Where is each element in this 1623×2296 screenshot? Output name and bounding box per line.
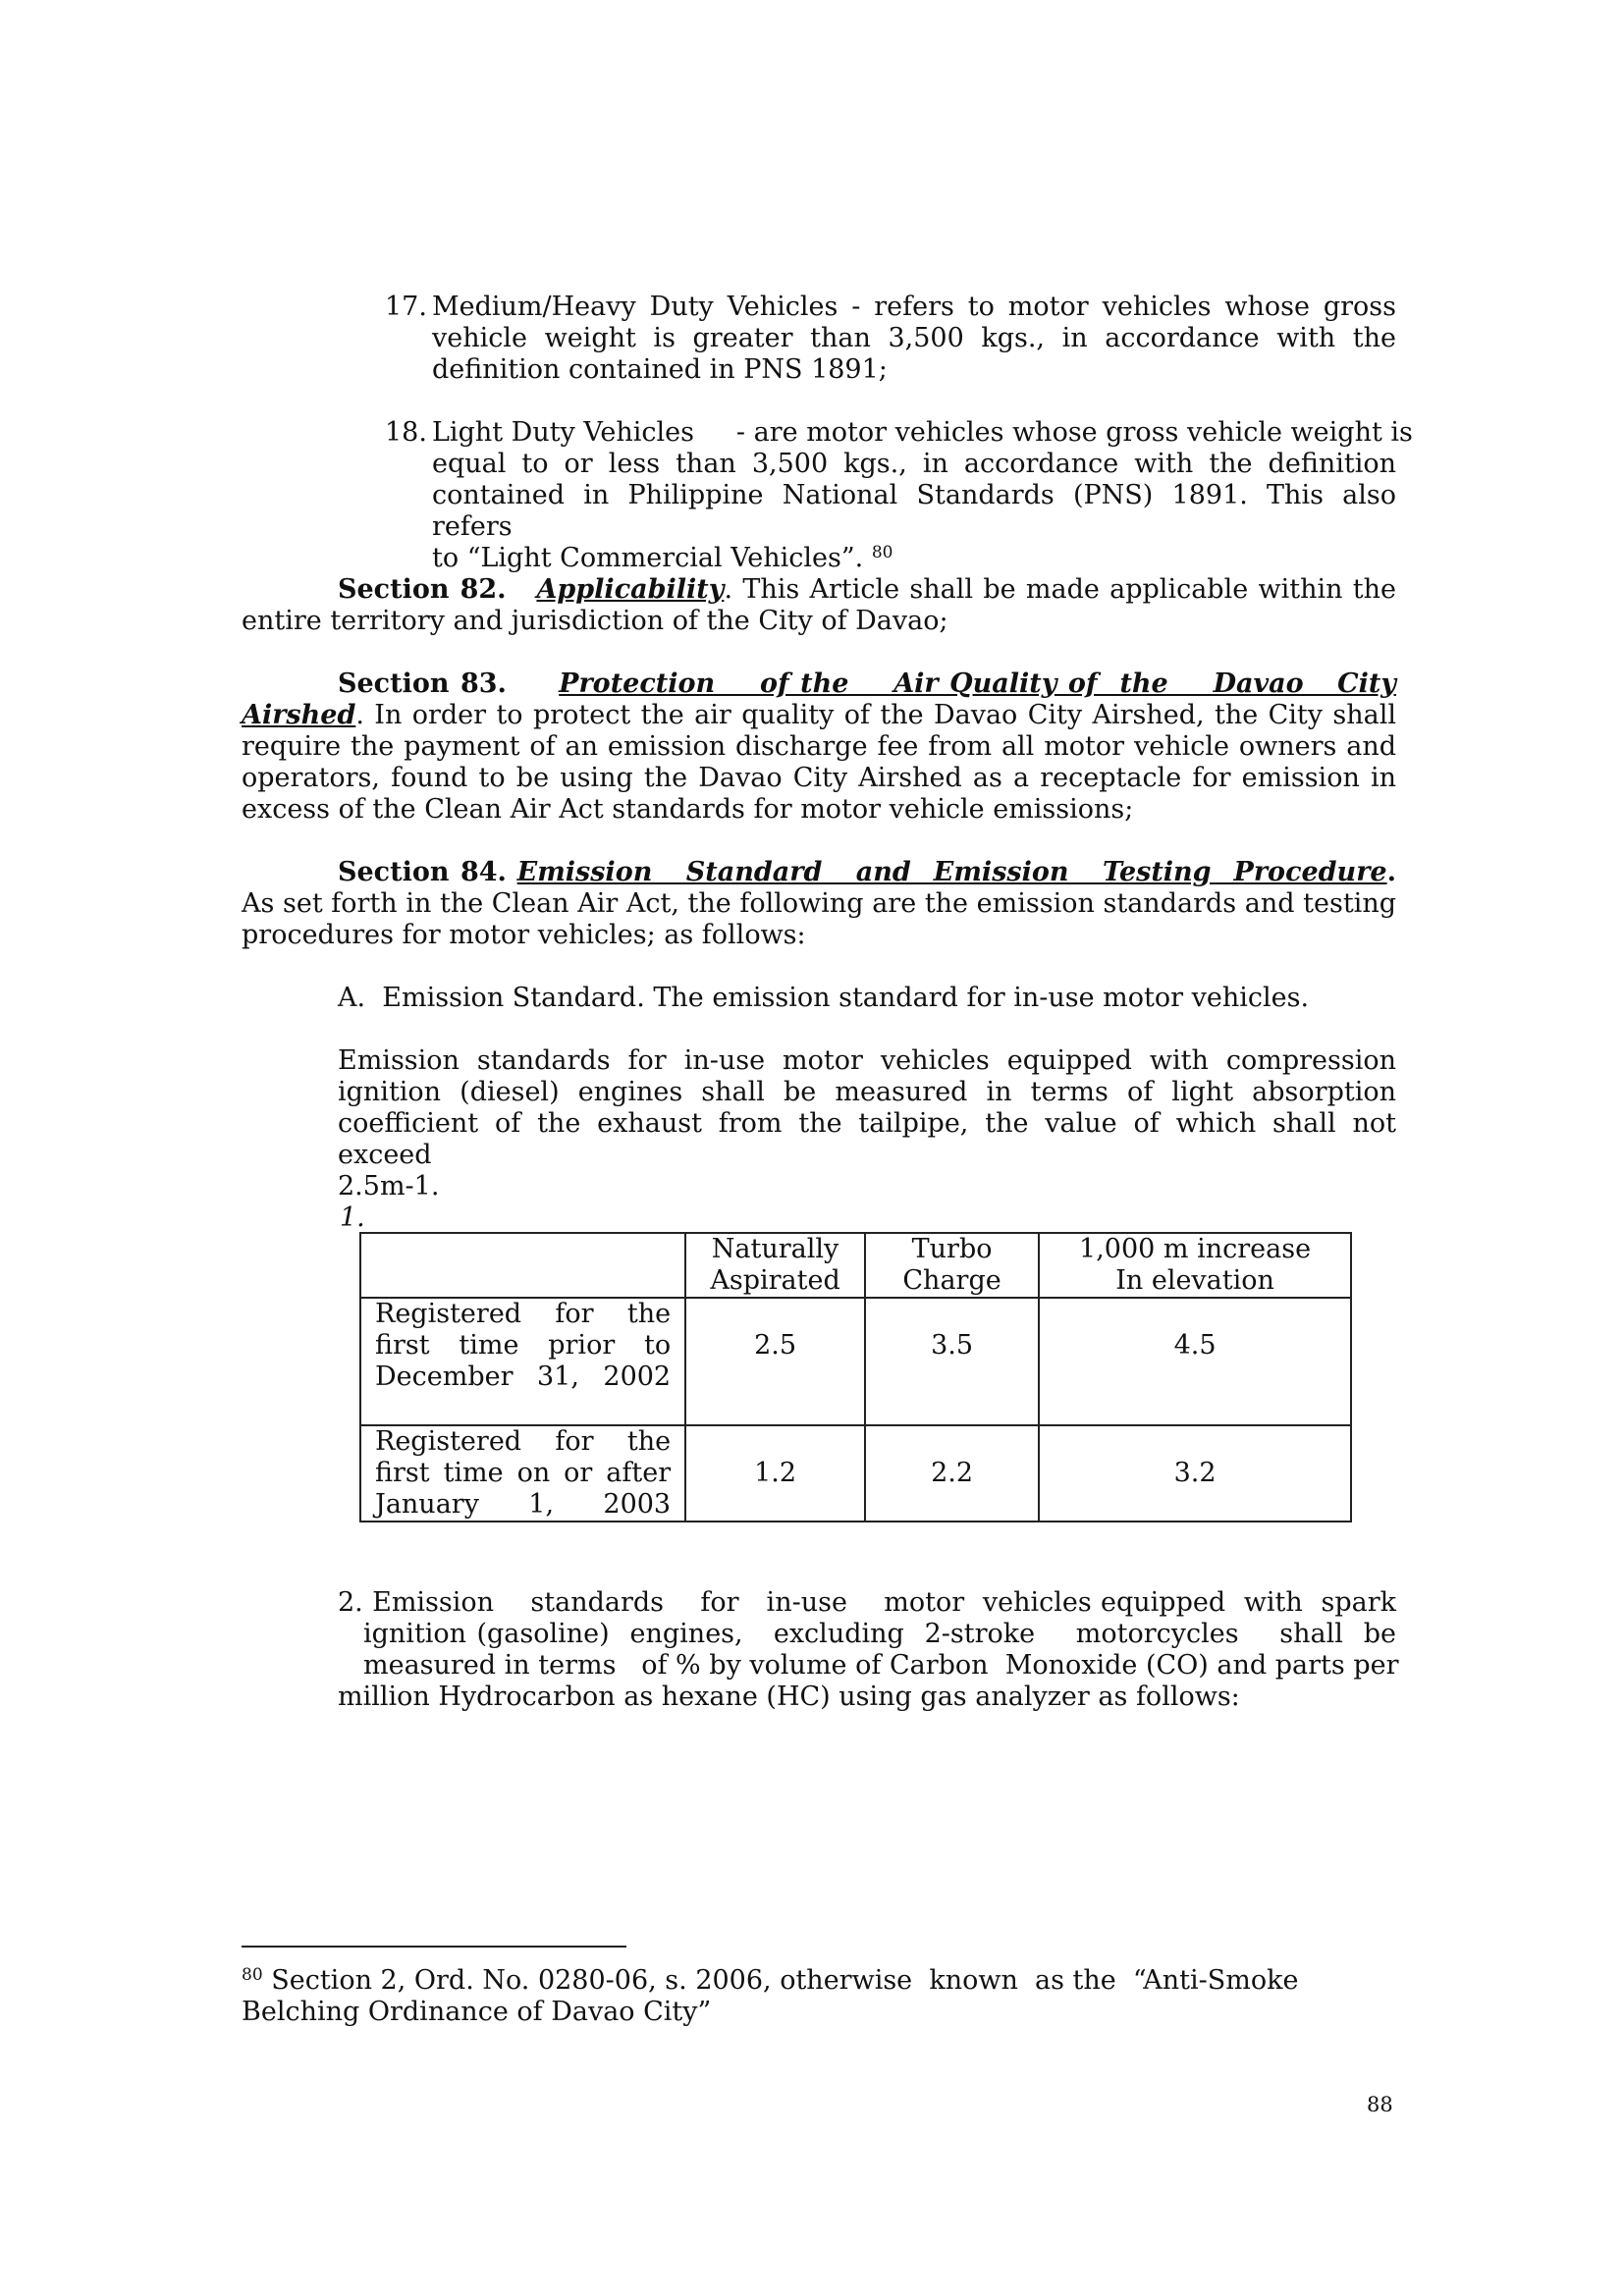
item-text: to “Light Commercial Vehicles”. — [432, 543, 864, 573]
footnote-number: 80 — [242, 1965, 263, 1985]
table-marker: 1. — [340, 1202, 365, 1233]
footnote-reference[interactable]: 80 — [871, 543, 893, 562]
paragraph-line: 2. Emission standards for in-use motor vehicles equipped with spark — [338, 1587, 1396, 1618]
section-82-line: entire territory and jurisdiction of the City of Davao; — [242, 606, 948, 636]
footnote — [242, 1965, 1322, 2028]
item-text-line: vehicle weight is greater than 3,500 kgs., in accordance with the — [432, 323, 1396, 353]
paragraph-line: million Hydrocarbon as hexane (HC) using gas analyzer as follows: — [338, 1682, 1240, 1712]
section-83-line: operators, found to be using the Davao City Airshed as a receptacle for emission in — [242, 763, 1396, 793]
item-number: 18. — [385, 417, 427, 448]
subsection-a-line — [338, 983, 1396, 1014]
section-83-line — [242, 668, 1396, 700]
section-84-line: procedures for motor vehicles; as follows: — [242, 920, 806, 950]
item-number: 17. — [385, 292, 427, 322]
table-header-cell: 1,000 m increase In elevation — [1039, 1233, 1351, 1298]
item-text-line: contained in Philippine National Standards (PNS) 1891. This also refers — [432, 480, 1396, 542]
page-number: 88 — [1367, 2093, 1393, 2116]
table-cell-value: 3.5 — [865, 1298, 1039, 1425]
item-text-line: equal to or less than 3,500 kgs., in accordance with the definition — [432, 449, 1396, 479]
paragraph-line: coefficient of the exhaust from the tailpipe, the value of which shall not exceed — [338, 1108, 1396, 1170]
section-label: Section 82. — [338, 574, 507, 605]
table-row — [360, 1298, 1351, 1425]
table-cell-value: 3.2 — [1039, 1425, 1351, 1522]
table-row-label: Registered for the first time on or after January 1, 2003 — [360, 1425, 685, 1522]
subsection-a — [338, 983, 1396, 1014]
section-82-line — [242, 574, 1396, 606]
table-cell-value: 4.5 — [1039, 1298, 1351, 1425]
table-cell-value: 1.2 — [685, 1425, 865, 1522]
paragraph-line: ignition (diesel) engines shall be measured in terms of light absorption — [338, 1077, 1396, 1107]
item-text-line — [432, 543, 1396, 574]
footnote-line: $^{80}$ Section 2, Ord. No. 0280-06, s. 2006, otherwise known as the “Anti-Smoke — [242, 1965, 1299, 1996]
table-row — [360, 1425, 1351, 1522]
table-header-cell: Naturally Aspirated — [685, 1233, 865, 1298]
section-83 — [242, 668, 1396, 826]
section-text: . This Article shall be made applicable within the — [724, 574, 1397, 605]
section-title: Emission Standard and Emission Testing Procedure — [516, 857, 1387, 887]
paragraph-line: 2.5m-1. — [338, 1171, 440, 1201]
paragraph-line: ignition (gasoline) engines, excluding 2-stroke motorcycles shall be — [363, 1619, 1396, 1649]
footnote-line: Belching Ordinance of Davao City” — [242, 1997, 712, 2027]
subsection-text: Emission Standard. The emission standard for in-use motor vehicles. — [382, 983, 1310, 1013]
item-text-line: Medium/Heavy Duty Vehicles - refers to motor vehicles whose gross — [432, 292, 1396, 322]
subsection-marker: A. — [338, 983, 366, 1013]
section-title: Applicability — [536, 574, 725, 605]
item-text-line: Light Duty Vehicles - are motor vehicles whose gross vehicle weight is — [432, 417, 1413, 448]
section-83-line — [242, 700, 1396, 731]
definition-item-17 — [385, 292, 1396, 386]
section-82 — [242, 574, 1396, 637]
table-row-label: Registered for the first time prior to December 31, 2002 — [360, 1298, 685, 1425]
definition-item-18 — [385, 417, 1413, 574]
paragraph-line: Emission standards for in-use motor vehicles equipped with compression — [338, 1045, 1396, 1076]
table-header-cell-empty — [360, 1233, 685, 1298]
section-84 — [242, 857, 1396, 951]
section-83-line: excess of the Clean Air Act standards for motor vehicle emissions; — [242, 794, 1134, 825]
table-cell-value: 2.2 — [865, 1425, 1039, 1522]
section-84-line: Section 84. Emission Standard and Emission Testing Procedure. — [338, 857, 1397, 887]
paragraph-line: measured in terms of % by volume of Carbon Monoxide (CO) and parts per — [363, 1650, 1399, 1681]
section-label: Section 83. — [338, 668, 507, 699]
paragraph-marker: 2. — [338, 1587, 363, 1618]
table-cell-value: 2.5 — [685, 1298, 865, 1425]
section-title-continued: Airshed — [242, 700, 356, 730]
diesel-emission-paragraph — [338, 1045, 1396, 1202]
section-text: . In order to protect the air quality of the Davao City Airshed, the City shall — [355, 700, 1396, 730]
section-label: Section 84. — [338, 857, 507, 887]
table-header-cell: Turbo Charge — [865, 1233, 1039, 1298]
footnote-separator — [242, 1946, 626, 1948]
item-text-line: definition contained in PNS 1891; — [432, 354, 888, 385]
diesel-emission-table — [359, 1232, 1352, 1522]
section-title: Protection of the Air Quality of the Davao City — [559, 668, 1396, 699]
section-83-line: require the payment of an emission discharge fee from all motor vehicle owners and — [242, 731, 1396, 762]
table-header-row — [360, 1233, 1351, 1298]
section-84-line: As set forth in the Clean Air Act, the following are the emission standards and testing — [242, 888, 1396, 919]
gasoline-emission-paragraph — [338, 1587, 1399, 1713]
